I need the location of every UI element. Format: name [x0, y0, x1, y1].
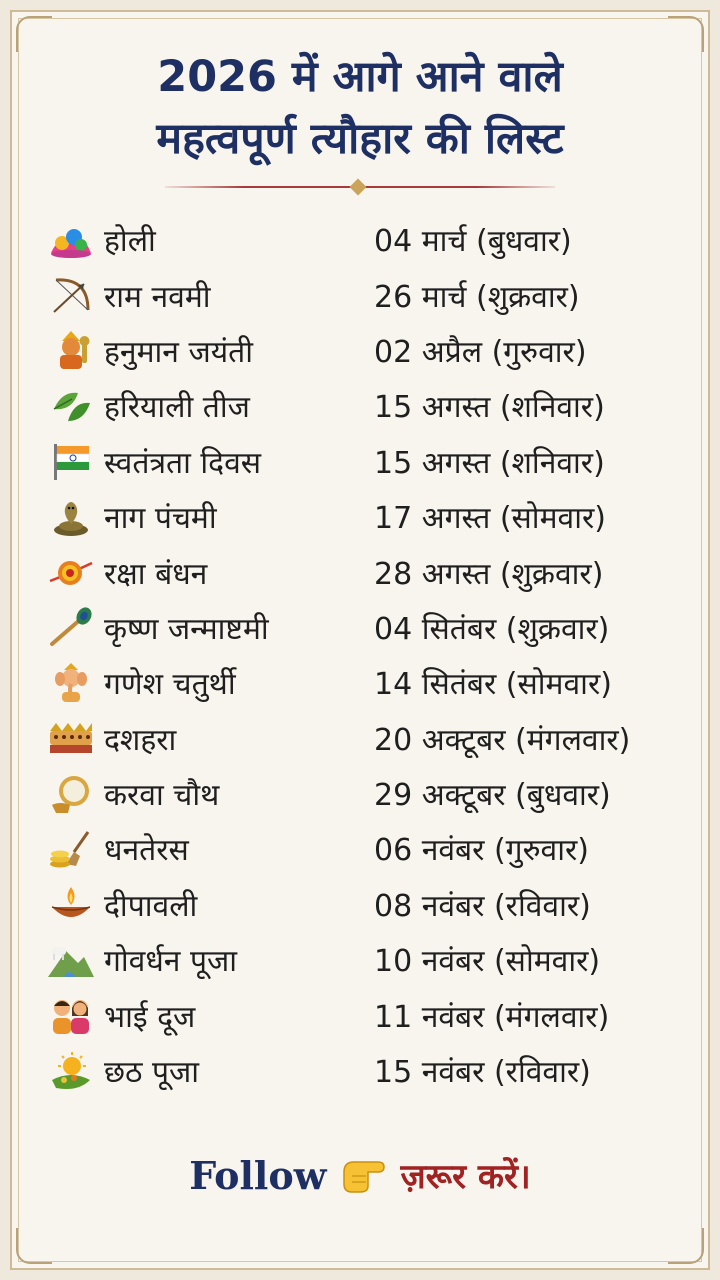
festival-date: 08 नवंबर (रविवार): [374, 888, 591, 924]
pointing-hand-icon: [338, 1150, 388, 1200]
flute-peacock-feather-icon: [48, 605, 104, 649]
festival-date: 29 अक्टूबर (बुधवार): [374, 778, 611, 814]
festival-row: [48, 600, 698, 655]
festival-name: नाग पंचमी: [104, 501, 217, 537]
festival-date: 20 अक्टूबर (मंगलवार): [374, 722, 631, 758]
siblings-icon: [48, 993, 104, 1037]
hanuman-icon: [48, 328, 104, 372]
page-title: [0, 46, 720, 170]
title-line-2: महत्वपूर्ण त्यौहार की लिस्ट: [156, 114, 564, 164]
follow-text: Follow: [189, 1152, 327, 1198]
festival-name: दशहरा: [104, 722, 177, 758]
festival-row: [48, 323, 698, 378]
festival-row: [48, 987, 698, 1042]
follow-banner: [0, 1145, 720, 1205]
festival-name: होली: [104, 224, 156, 260]
festival-date: 10 नवंबर (सोमवार): [374, 944, 601, 980]
cobra-icon: [48, 495, 104, 539]
ganesha-icon: [48, 661, 104, 705]
corner-ornament: [16, 1228, 52, 1264]
corner-ornament: [668, 1228, 704, 1264]
coins-broom-icon: [48, 827, 104, 871]
festival-row: [48, 821, 698, 876]
festival-name: दीपावली: [104, 888, 198, 924]
sieve-mirror-icon: [48, 772, 104, 816]
festival-name: स्वतंत्रता दिवस: [104, 445, 262, 481]
festival-date: 17 अगस्त (सोमवार): [374, 501, 606, 537]
festival-name: कृष्ण जन्माष्टमी: [104, 611, 269, 647]
festival-date: 14 सितंबर (सोमवार): [374, 667, 612, 703]
festival-row: [48, 267, 698, 322]
festival-row: [48, 932, 698, 987]
festival-name: राम नवमी: [104, 279, 211, 315]
festival-name: करवा चौथ: [104, 778, 220, 814]
bow-arrow-icon: [48, 273, 104, 317]
festival-date: 06 नवंबर (गुरुवार): [374, 833, 589, 869]
festival-date: 04 मार्च (बुधवार): [374, 224, 572, 260]
title-line-1: 2026 में आगे आने वाले: [157, 52, 563, 102]
colors-icon: [48, 218, 104, 262]
leaves-icon: [48, 384, 104, 428]
festival-name: हरियाली तीज: [104, 390, 250, 426]
festival-row: [48, 1043, 698, 1098]
festival-date: 04 सितंबर (शुक्रवार): [374, 611, 610, 647]
festival-date: 15 नवंबर (रविवार): [374, 1055, 591, 1091]
festival-row: [48, 877, 698, 932]
festival-row: [48, 766, 698, 821]
festival-name: भाई दूज: [104, 999, 196, 1035]
festival-name: रक्षा बंधन: [104, 556, 208, 592]
festival-date: 02 अप्रैल (गुरुवार): [374, 334, 587, 370]
festival-date: 26 मार्च (शुक्रवार): [374, 279, 580, 315]
india-flag-icon: [48, 439, 104, 483]
festival-name: छठ पूजा: [104, 1055, 200, 1091]
festival-row: [48, 212, 698, 267]
festival-name: धनतेरस: [104, 833, 189, 869]
festival-row: [48, 489, 698, 544]
festival-date: 11 नवंबर (मंगलवार): [374, 999, 610, 1035]
festival-row: [48, 655, 698, 710]
rakhi-icon: [48, 550, 104, 594]
sun-offering-icon: [48, 1049, 104, 1093]
festival-date: 15 अगस्त (शनिवार): [374, 390, 605, 426]
festival-name: हनुमान जयंती: [104, 334, 254, 370]
festival-name: गोवर्धन पूजा: [104, 944, 238, 980]
follow-hindi-text: ज़रूर करें।: [400, 1157, 531, 1197]
festival-date: 15 अगस्त (शनिवार): [374, 445, 605, 481]
festival-name: गणेश चतुर्थी: [104, 667, 236, 703]
festival-row: [48, 378, 698, 433]
festival-row: [48, 544, 698, 599]
festival-row: [48, 434, 698, 489]
diya-lamp-icon: [48, 882, 104, 926]
cow-hill-icon: [48, 938, 104, 982]
festival-date: 28 अगस्त (शुक्रवार): [374, 556, 604, 592]
festival-row: [48, 711, 698, 766]
title-divider: [165, 186, 555, 188]
festival-list: [48, 212, 698, 1098]
ravana-heads-icon: [48, 716, 104, 760]
